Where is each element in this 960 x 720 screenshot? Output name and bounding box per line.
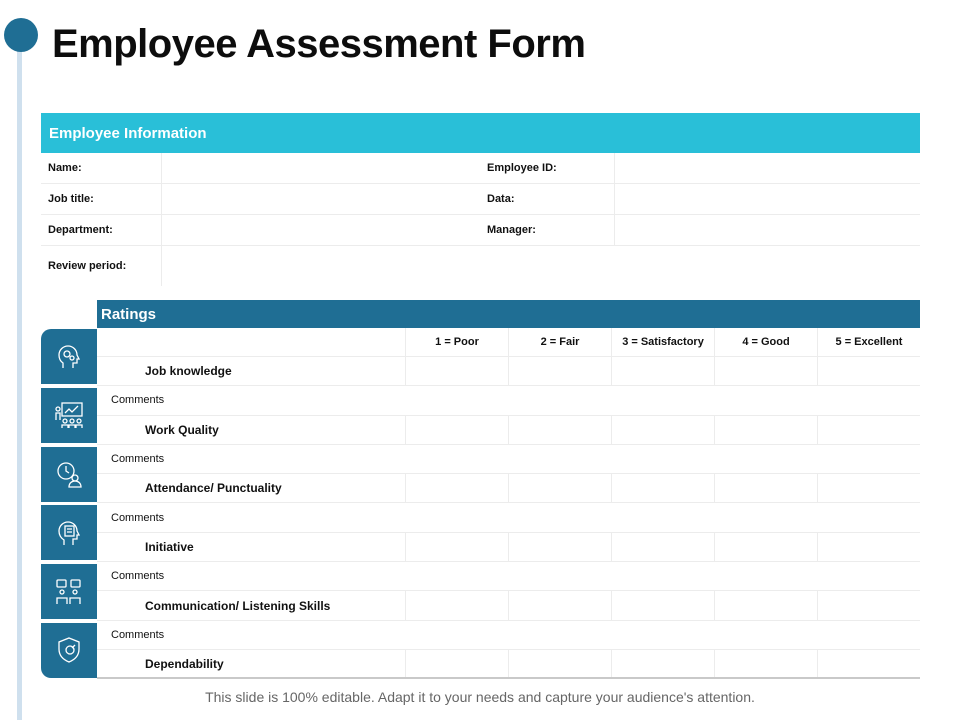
rating-cell[interactable] (611, 357, 714, 385)
department-field[interactable] (161, 215, 480, 245)
category-icons (41, 329, 97, 682)
comment-label: Comments (111, 511, 165, 524)
info-row (41, 184, 920, 215)
footer-note: This slide is 100% editable. Adapt it to your needs and capture your audience's attention. (205, 689, 755, 705)
info-row (41, 246, 920, 286)
scale-label: 4 = Good (714, 328, 817, 356)
rating-row (97, 474, 920, 503)
rating-scale-row (97, 328, 920, 357)
info-row (41, 153, 920, 184)
scale-spacer (97, 328, 405, 356)
rating-item-label: Work Quality (145, 422, 219, 437)
ratings-table (97, 300, 920, 679)
review-period-field[interactable] (161, 246, 920, 286)
rating-cell[interactable] (405, 591, 508, 619)
rating-item-label: Communication/ Listening Skills (145, 598, 331, 613)
discussion-people-icon (41, 564, 97, 619)
rating-item-label: Initiative (145, 539, 194, 554)
rating-cell[interactable] (714, 650, 817, 677)
comment-row[interactable] (97, 445, 920, 474)
rating-cell[interactable] (508, 533, 611, 561)
title-dot (4, 18, 38, 52)
scale-label: 3 = Satisfactory (611, 328, 714, 356)
scale-label: 2 = Fair (508, 328, 611, 356)
rating-cell[interactable] (817, 591, 920, 619)
name-field[interactable] (161, 153, 480, 183)
head-gears-icon (41, 329, 97, 384)
rating-cell[interactable] (817, 357, 920, 385)
rating-cell[interactable] (405, 533, 508, 561)
rating-cell[interactable] (611, 533, 714, 561)
manager-field[interactable] (614, 215, 920, 245)
rating-cell[interactable] (817, 474, 920, 502)
rating-cell[interactable] (611, 416, 714, 444)
rating-cell[interactable] (714, 357, 817, 385)
rating-cell[interactable] (508, 416, 611, 444)
rating-cell[interactable] (714, 533, 817, 561)
rating-item-label: Attendance/ Punctuality (145, 481, 282, 496)
rating-cell[interactable] (714, 416, 817, 444)
comment-row[interactable] (97, 621, 920, 650)
rating-cell[interactable] (714, 474, 817, 502)
rating-cell[interactable] (508, 650, 611, 677)
rating-cell[interactable] (508, 357, 611, 385)
comment-label: Comments (111, 570, 165, 583)
info-row (41, 215, 920, 246)
rating-cell[interactable] (817, 416, 920, 444)
rating-row (97, 591, 920, 620)
job-title-field[interactable] (161, 184, 480, 214)
presentation-team-icon (41, 388, 97, 443)
rating-cell[interactable] (405, 416, 508, 444)
comment-label: Comments (111, 394, 165, 407)
comment-label: Comments (111, 628, 165, 641)
data-label: Data: (487, 193, 515, 205)
head-document-icon (41, 505, 97, 560)
review-period-label: Review period: (48, 260, 127, 272)
rating-cell[interactable] (611, 474, 714, 502)
rating-row (97, 650, 920, 679)
comment-row[interactable] (97, 562, 920, 591)
clock-person-icon (41, 447, 97, 502)
rating-cell[interactable] (405, 474, 508, 502)
data-field[interactable] (614, 184, 920, 214)
rating-row (97, 357, 920, 386)
left-rail (17, 30, 22, 720)
shield-check-icon (41, 623, 97, 678)
comment-row[interactable] (97, 503, 920, 532)
rating-item-label: Dependability (145, 656, 224, 671)
rating-cell[interactable] (508, 591, 611, 619)
rating-cell[interactable] (405, 650, 508, 677)
rating-cell[interactable] (508, 474, 611, 502)
employee-information-header: Employee Information (41, 113, 920, 153)
rating-cell[interactable] (611, 650, 714, 677)
scale-label: 5 = Excellent (817, 328, 920, 356)
name-label: Name: (48, 162, 82, 174)
rating-cell[interactable] (714, 591, 817, 619)
ratings-header: Ratings (97, 300, 920, 328)
comment-row[interactable] (97, 386, 920, 415)
department-label: Department: (48, 224, 113, 236)
rating-row (97, 533, 920, 562)
job-title-label: Job title: (48, 193, 94, 205)
rating-cell[interactable] (611, 591, 714, 619)
rating-item-label: Job knowledge (145, 364, 232, 379)
rating-cell[interactable] (817, 533, 920, 561)
manager-label: Manager: (487, 224, 536, 236)
comment-label: Comments (111, 453, 165, 466)
scale-label: 1 = Poor (405, 328, 508, 356)
page-title: Employee Assessment Form (52, 22, 586, 66)
employee-information-table (41, 113, 920, 286)
employee-id-label: Employee ID: (487, 162, 557, 174)
employee-id-field[interactable] (614, 153, 920, 183)
rating-row (97, 416, 920, 445)
rating-cell[interactable] (405, 357, 508, 385)
rating-cell[interactable] (817, 650, 920, 677)
